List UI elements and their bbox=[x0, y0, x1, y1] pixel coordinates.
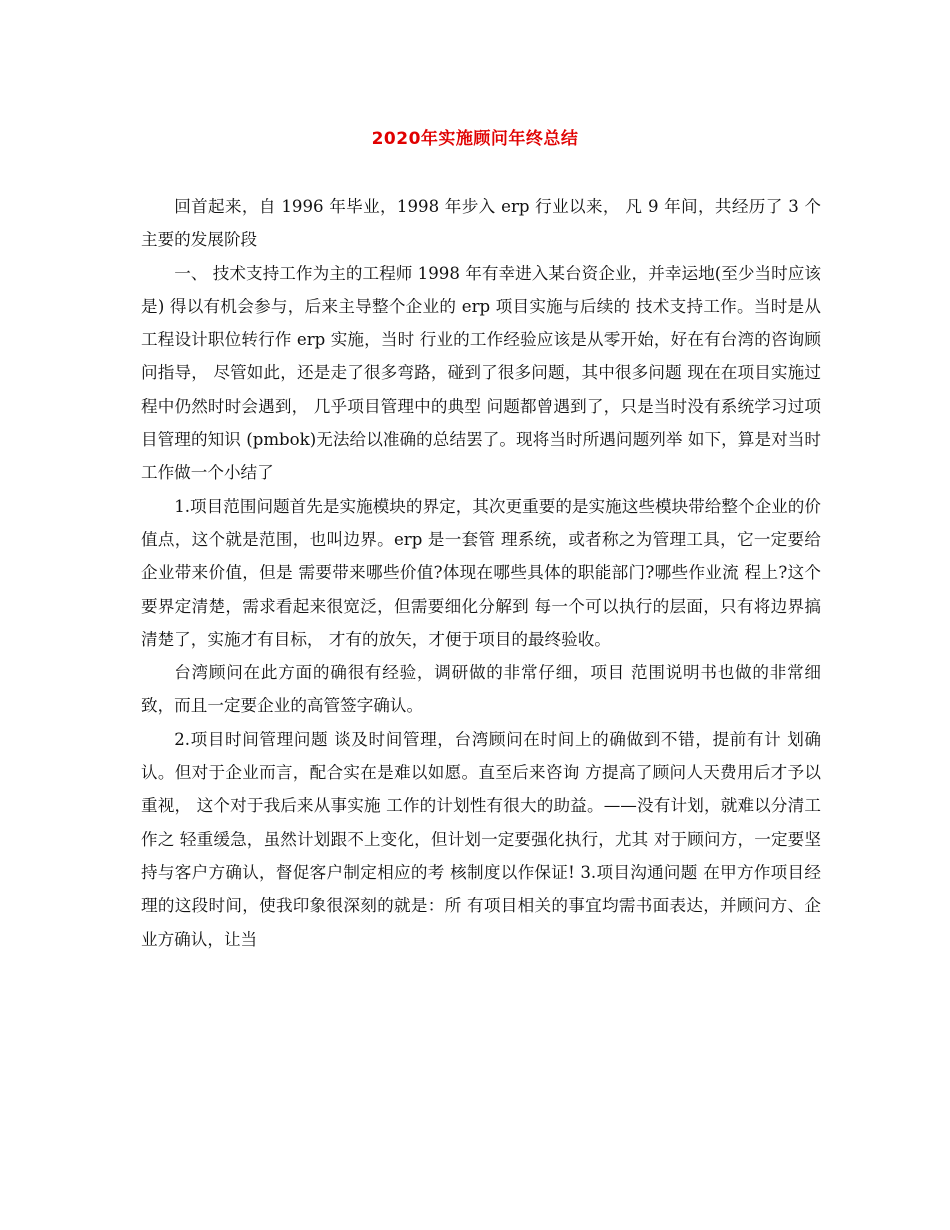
paragraph-taiwan-consultant: 台湾顾问在此方面的确很有经验，调研做的非常仔细，项目 范围说明书也做的非常细致，而且一定要企业的高管签字确认。 bbox=[141, 663, 821, 716]
paragraph-intro: 回首起来，自 1996 年毕业，1998 年步入 erp 行业以来， 凡 9 年间，共经历了 3 个主要的发展阶段 bbox=[141, 197, 821, 250]
document-body bbox=[141, 190, 821, 956]
paragraph-time-communication: 2.项目时间管理问题 谈及时间管理，台湾顾问在时间上的确做到不错，提前有计 划确认。但对于企业而言，配合实在是难以如愿。直至后来咨询 方提高了顾问人天费用后才予以重视， 这个对于我后来从事实施 工作的计划性有很大的助益。——没有计划，就难以分清工作之 轻重缓急，虽然计划跟不上变化，但计划一定要强化执行，尤其 对于顾问方，一定要坚持与客户方确认，督促客户制定相应的考 核制度以作保证! 3.项目沟通问题 在甲方作项目经理的这段时间，使我印象很深刻的就是：所 有项目相关的事宜均需书面表达，并顾问方、企业方确认，让当 bbox=[141, 729, 821, 949]
document-title: 2020年实施顾问年终总结 bbox=[371, 129, 579, 149]
paragraph-scope-issue: 1.项目范围问题首先是实施模块的界定，其次更重要的是实施这些模块带给整个企业的价值点，这个就是范围，也叫边界。erp 是一套管 理系统，或者称之为管理工具，它一定要给企业带来价值，但是 需要带来哪些价值?体现在哪些具体的职能部门?哪些作业流 程上?这个要界定清楚，需求看起来很宽泛，但需要细化分解到 每一个可以执行的层面，只有将边界搞清楚了，实施才有目标， 才有的放矢，才便于项目的最终验收。 bbox=[141, 496, 821, 649]
paragraph-stage-one: 一、 技术支持工作为主的工程师 1998 年有幸进入某台资企业，并幸运地(至少当时应该是) 得以有机会参与，后来主导整个企业的 erp 项目实施与后续的 技术支持工作。当时是从工程设计职位转行作 erp 实施，当时 行业的工作经验应该是从零开始，好在有台湾的咨询顾问指导， 尽管如此，还是走了很多弯路，碰到了很多问题，其中很多问题 现在在项目实施过程中仍然时时会遇到， 几乎项目管理中的典型 问题都曾遇到了，只是当时没有系统学习过项目管理的知识 (pmbok)无法给以准确的总结罢了。现将当时所遇问题列举 如下，算是对当时工作做一个小结了 bbox=[141, 263, 821, 483]
